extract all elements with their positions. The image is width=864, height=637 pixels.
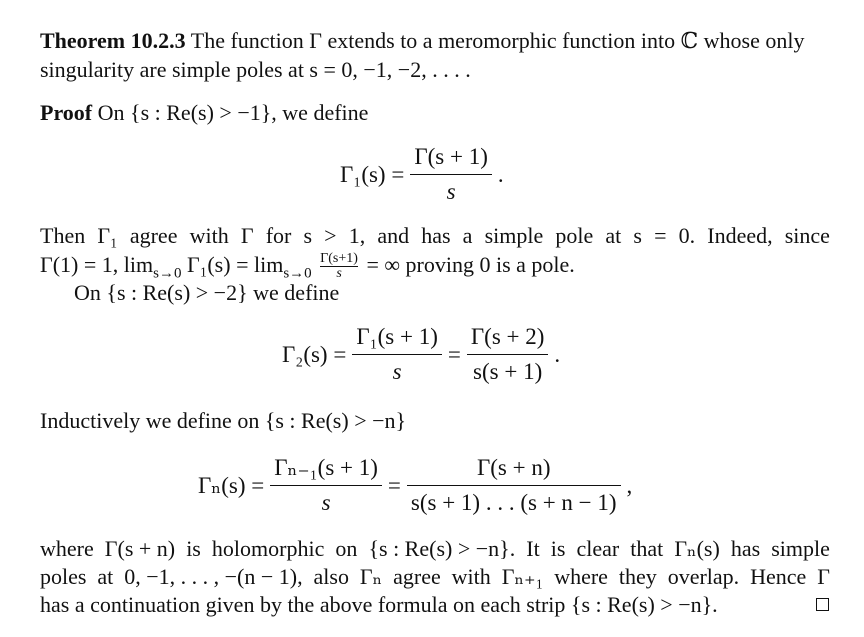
theorem-line-2 [40, 56, 830, 83]
para2-line1-word: pole [555, 223, 594, 248]
para2-line1-word: since [784, 223, 830, 248]
proof-text-1: On {s : Re(s) > −1}, we define [97, 100, 369, 125]
eq1-lhs: Γ₁(s) = [340, 161, 405, 187]
para2-line1-word: 0. [678, 223, 696, 248]
para5-line1-word: {s : Re(s) > −n}. [368, 536, 516, 561]
para5-line2-word: Γₙ [359, 564, 383, 589]
eq3-equals: = [387, 472, 401, 498]
para5-line1-word: It [526, 536, 540, 561]
eq2-denominator-2: s(s + 1) [473, 359, 543, 384]
eq2-equals: = [447, 341, 461, 367]
para2-line1-word: s [633, 223, 642, 248]
para2-line1-word: Γ₁ [97, 223, 118, 248]
para2-line-1 [40, 222, 830, 249]
para2-line1-word: Then [40, 223, 86, 248]
eq2-fraction-1 [352, 323, 442, 386]
para2-line1-word: agree [129, 223, 178, 248]
eq2-tail: . [554, 341, 561, 367]
theorem-label: Theorem 10.2.3 [40, 28, 186, 53]
eq1-fraction [410, 143, 492, 206]
para5-line2-word: Hence [750, 564, 807, 589]
para4-text: Inductively we define on {s : Re(s) > −n} [40, 408, 407, 433]
para2-line2-pre: Γ(1) = 1, lim [40, 252, 154, 277]
equation-gamma-2 [282, 323, 560, 386]
para2-line2-mid: Γ₁(s) = lim [181, 252, 284, 277]
para5-line1-word: Γₙ(s) [674, 536, 720, 561]
eq1-tail: . [497, 161, 504, 187]
para2-line1-word: s [303, 223, 313, 248]
para4-line-1 [40, 407, 830, 434]
para5-line2-word: 0, −1, . . . , −(n − 1), [124, 564, 303, 589]
eq2-lhs: Γ₂(s) = [282, 341, 347, 367]
para5-line2-word: agree [393, 564, 441, 589]
para5-line1-word: clear [576, 536, 620, 561]
para5-line2-word: where [554, 564, 608, 589]
eq3-denominator-2: s(s + 1) . . . (s + n − 1) [410, 490, 617, 515]
eq2-numerator-2: Γ(s + 2) [470, 324, 545, 349]
para3-text: On {s : Re(s) > −2} we define [74, 280, 340, 305]
para5-line1-word: on [335, 536, 358, 561]
eq3-denominator-1: s [321, 490, 331, 515]
para5-line2-word: with [451, 564, 491, 589]
para5-line1-word: is [186, 536, 201, 561]
eq3-fraction-2 [407, 454, 621, 517]
eq1-denominator: s [446, 179, 456, 204]
para5-line2-word: also [313, 564, 349, 589]
para2-line1-word: for [265, 223, 292, 248]
eq3-numerator-1: Γₙ₋₁(s + 1) [274, 455, 378, 480]
para5-line2-word: overlap. [667, 564, 740, 589]
qed-square-icon [816, 598, 829, 611]
para5-line2-word: they [618, 564, 657, 589]
para2-line1-word: = [654, 223, 667, 248]
proof-label: Proof [40, 100, 93, 125]
para5-line-2 [40, 563, 830, 590]
para2-line1-word: Indeed, [707, 223, 773, 248]
para5-line1-word: is [550, 536, 566, 561]
eq2-fraction-2 [467, 323, 549, 386]
inline-frac-den: s [336, 266, 342, 282]
para5-line1-word: that [630, 536, 664, 561]
eq3-lhs: Γₙ(s) = [198, 472, 265, 498]
para2-line1-word: has [421, 223, 451, 248]
para3-line-1 [74, 279, 864, 306]
para5-line2-word: Γₙ₊₁ [501, 564, 544, 589]
eq3-fraction-1 [270, 454, 382, 517]
theorem-text-2: singularity are simple poles at s = 0, −1, −2, . . . . [40, 57, 471, 82]
eq3-tail: , [626, 472, 633, 498]
theorem-line-1 [40, 27, 830, 54]
para2-line1-word: 1, [348, 223, 366, 248]
inline-frac-num: Γ(s+1) [320, 251, 358, 267]
para5-line-3 [40, 591, 830, 618]
para2-line1-word: > [324, 223, 337, 248]
para2-line2-sub1: s→0 [153, 265, 182, 282]
para5-line1-word: simple [771, 536, 830, 561]
para2-line1-word: simple [484, 223, 544, 248]
para5-line2-word: Γ [817, 564, 830, 589]
eq3-numerator-2: Γ(s + n) [476, 455, 551, 480]
para5-line2-word: at [97, 564, 114, 589]
para2-line1-word: Γ [240, 223, 254, 248]
para2-line2-sub2: s→0 [283, 265, 312, 282]
eq2-denominator-1: s [392, 359, 402, 384]
para2-line1-word: at [605, 223, 622, 248]
para2-line2-post: = ∞ proving 0 is a pole. [366, 252, 575, 277]
eq1-numerator: Γ(s + 1) [414, 144, 488, 169]
para5-line-1 [40, 535, 830, 562]
para2-inline-fraction [320, 252, 358, 281]
equation-gamma-1 [340, 143, 504, 206]
para5-line2-word: poles [40, 564, 87, 589]
para5-line1-word: where [40, 536, 94, 561]
proof-line-1 [40, 99, 830, 126]
para5-line1-word: holomorphic [211, 536, 325, 561]
equation-gamma-n [198, 454, 632, 517]
para2-line1-word: a [462, 223, 473, 248]
eq2-numerator-1: Γ₁(s + 1) [356, 324, 438, 349]
para2-line1-word: with [189, 223, 229, 248]
para5-line3-text: has a continuation given by the above formula on each strip {s : Re(s) > −n}. [40, 592, 718, 617]
para5-line1-word: has [730, 536, 761, 561]
theorem-text-1: The function Γ extends to a meromorphic function into ℂ whose only [190, 28, 805, 53]
para5-line1-word: Γ(s + n) [104, 536, 176, 561]
para2-line1-word: and [377, 223, 410, 248]
